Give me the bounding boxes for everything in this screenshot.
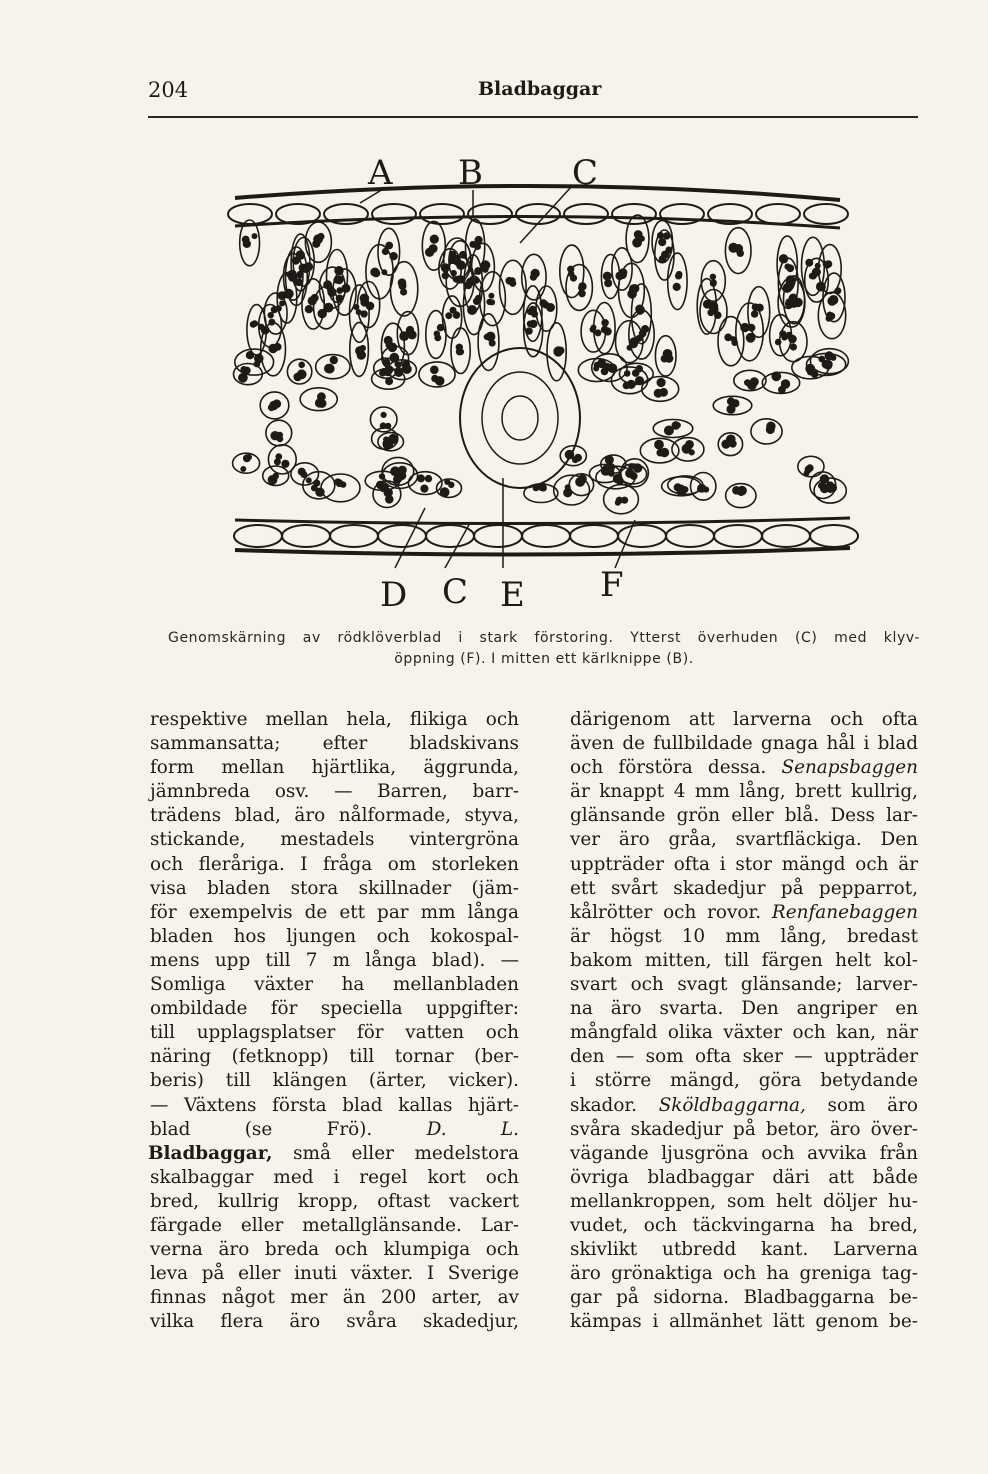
chloroplast bbox=[253, 234, 257, 238]
epidermis-cell bbox=[612, 204, 656, 224]
epidermis-cell bbox=[810, 525, 858, 547]
species-name: Senapsbaggen bbox=[781, 757, 918, 779]
chloroplast bbox=[625, 371, 630, 376]
chloroplast bbox=[390, 435, 397, 442]
chloroplast bbox=[361, 295, 369, 303]
chloroplast bbox=[400, 468, 406, 474]
text-line: den — som ofta sker — uppträder bbox=[570, 1046, 918, 1068]
chloroplast bbox=[432, 376, 437, 381]
chloroplast bbox=[704, 488, 708, 492]
entry-headword: Bladbaggar, bbox=[148, 1142, 273, 1164]
chloroplast bbox=[566, 485, 570, 489]
text-line: jämnbreda osv. — Barren, barr- bbox=[150, 781, 519, 803]
text-line: mens upp till 7 m långa blad). — bbox=[150, 949, 519, 971]
epidermis-cell bbox=[570, 525, 618, 547]
chloroplast bbox=[476, 237, 482, 243]
species-name: Sköldbaggarna, bbox=[658, 1094, 806, 1116]
entry-first-line bbox=[148, 1142, 519, 1166]
chloroplast bbox=[316, 489, 323, 496]
chloroplast bbox=[609, 468, 614, 473]
text-line: svart och svagt glänsande; larver- bbox=[570, 974, 918, 996]
chloroplast bbox=[241, 467, 245, 471]
epidermis-cell bbox=[420, 204, 464, 224]
chloroplast bbox=[380, 474, 384, 478]
chloroplast bbox=[631, 338, 638, 345]
label-f: F bbox=[600, 565, 624, 605]
mesophyll-cell bbox=[668, 253, 687, 309]
text-line: na äro svarta. Den angriper en bbox=[570, 998, 918, 1020]
text-line: näring (fetknopp) till tornar (ber- bbox=[150, 1046, 519, 1068]
chloroplast bbox=[727, 406, 734, 413]
chloroplast bbox=[658, 379, 665, 386]
epidermis-cell bbox=[714, 525, 762, 547]
chloroplast bbox=[318, 393, 325, 400]
chloroplast bbox=[300, 265, 306, 271]
label-b: B bbox=[458, 153, 483, 193]
chloroplast bbox=[301, 472, 306, 477]
chloroplast bbox=[262, 327, 269, 334]
leaf-cross-section-illustration bbox=[220, 148, 860, 618]
chloroplast bbox=[662, 356, 668, 362]
chloroplast bbox=[383, 484, 388, 489]
chloroplast bbox=[812, 371, 818, 377]
chloroplast bbox=[735, 245, 742, 252]
text-line: är knappt 4 mm lång, brett kullrig, bbox=[570, 781, 918, 803]
chloroplast bbox=[709, 304, 713, 308]
chloroplast bbox=[371, 269, 378, 276]
chloroplast bbox=[269, 476, 277, 484]
text-line: bladen hos ljungen och kokospal- bbox=[150, 925, 519, 947]
epidermis-cell bbox=[378, 525, 426, 547]
chloroplast bbox=[571, 276, 576, 281]
text-line: gar på sidorna. Bladbaggarna be- bbox=[570, 1287, 918, 1309]
chloroplast bbox=[361, 311, 366, 316]
epidermis-cell bbox=[666, 525, 714, 547]
chloroplast bbox=[407, 327, 413, 333]
chloroplast bbox=[631, 473, 637, 479]
epidermis-cell bbox=[804, 204, 848, 224]
chloroplast bbox=[431, 367, 438, 374]
chloroplast bbox=[328, 287, 334, 293]
chloroplast bbox=[785, 264, 789, 268]
chloroplast bbox=[270, 320, 274, 324]
text-line: mångfald olika växter och kan, när bbox=[570, 1022, 918, 1044]
chloroplast bbox=[827, 486, 833, 492]
chloroplast bbox=[337, 288, 342, 293]
chloroplast bbox=[510, 281, 515, 286]
chloroplast bbox=[596, 330, 601, 335]
figure-caption bbox=[168, 628, 920, 670]
chloroplast bbox=[454, 260, 458, 264]
text-line: form mellan hjärtlika, äggrunda, bbox=[150, 757, 519, 779]
text-line bbox=[150, 1118, 519, 1142]
label-a: A bbox=[368, 153, 393, 193]
chloroplast bbox=[540, 300, 546, 306]
chloroplast bbox=[299, 363, 304, 368]
leaf-cross-section-figure bbox=[220, 148, 860, 618]
chloroplast bbox=[489, 294, 493, 298]
text-line bbox=[570, 756, 918, 780]
chloroplast bbox=[243, 237, 249, 243]
epidermis-cell bbox=[474, 525, 522, 547]
chloroplast bbox=[730, 441, 736, 447]
label-d: D bbox=[380, 575, 408, 615]
text-line: stickande, mestadels vintergröna bbox=[150, 829, 519, 851]
mesophyll-cell bbox=[478, 314, 499, 371]
chloroplast bbox=[665, 427, 673, 435]
chloroplast bbox=[358, 351, 365, 358]
chloroplast bbox=[280, 301, 284, 305]
epidermis-cell bbox=[228, 204, 272, 224]
chloroplast bbox=[657, 450, 663, 456]
epidermis-cell bbox=[330, 525, 378, 547]
author-signature: D. L. bbox=[426, 1118, 519, 1140]
chloroplast bbox=[642, 326, 648, 332]
text-line: sammansatta; efter bladskivans bbox=[150, 733, 519, 755]
chloroplast bbox=[395, 369, 402, 376]
chloroplast bbox=[306, 306, 312, 312]
chloroplast bbox=[745, 380, 750, 385]
chloroplast bbox=[431, 236, 438, 243]
text-line: ett svårt skadedjur på pepparrot, bbox=[570, 877, 918, 899]
chloroplast bbox=[662, 252, 668, 258]
label-c-bottom: C bbox=[442, 572, 469, 612]
chloroplast bbox=[445, 480, 449, 484]
text-line: är högst 10 mm lång, bredast bbox=[570, 925, 918, 947]
epidermis-cell bbox=[234, 525, 282, 547]
text-line: trädens blad, äro nålformade, styva, bbox=[150, 805, 519, 827]
chloroplast bbox=[454, 312, 460, 318]
chloroplast bbox=[595, 363, 600, 368]
chloroplast bbox=[452, 271, 456, 275]
chloroplast bbox=[426, 476, 431, 481]
text-line: och fleråriga. I fråga om storleken bbox=[150, 853, 519, 875]
epidermis-cell bbox=[564, 204, 608, 224]
chloroplast bbox=[636, 377, 643, 384]
chloroplast bbox=[446, 313, 451, 318]
chloroplast bbox=[747, 334, 755, 342]
text-line: bred, kullrig kropp, oftast vackert bbox=[150, 1190, 519, 1212]
chloroplast bbox=[421, 486, 427, 492]
chloroplast bbox=[380, 370, 385, 375]
epidermis-cell bbox=[468, 204, 512, 224]
species-name: Renfanebaggen bbox=[771, 901, 918, 923]
right-column bbox=[570, 708, 918, 1334]
chloroplast bbox=[386, 243, 392, 249]
chloroplast bbox=[426, 249, 433, 256]
text-line: färgade eller metallglänsande. Lar- bbox=[150, 1214, 519, 1236]
chloroplast bbox=[435, 332, 439, 336]
epidermis-cell bbox=[282, 525, 330, 547]
text-line: skivlikt utbredd kant. Larverna bbox=[570, 1239, 918, 1261]
chloroplast bbox=[782, 380, 789, 387]
chloroplast bbox=[441, 488, 449, 496]
chloroplast bbox=[731, 337, 735, 341]
chloroplast bbox=[787, 276, 795, 284]
chloroplast bbox=[604, 273, 611, 280]
text-line bbox=[570, 1094, 918, 1118]
chloroplast bbox=[678, 488, 685, 495]
chloroplast bbox=[386, 496, 393, 503]
label-e: E bbox=[500, 575, 525, 615]
epidermis-cell bbox=[522, 525, 570, 547]
text-line: övriga bladbaggar däri att både bbox=[570, 1166, 918, 1188]
chloroplast bbox=[811, 273, 816, 278]
caption-line: öppning (F). I mitten ett kärlknippe (B). bbox=[394, 651, 694, 667]
epidermis-cell bbox=[756, 204, 800, 224]
left-column bbox=[150, 708, 519, 1334]
chloroplast bbox=[806, 467, 812, 473]
chloroplast bbox=[318, 234, 323, 239]
text-line: ver äro gråa, svartfläckiga. Den bbox=[570, 829, 918, 851]
text-line: respektive mellan hela, flikiga och bbox=[150, 709, 519, 730]
chloroplast bbox=[711, 275, 715, 279]
chloroplast bbox=[275, 459, 280, 464]
chloroplast bbox=[382, 270, 386, 274]
chloroplast bbox=[313, 241, 319, 247]
chloroplast bbox=[530, 321, 536, 327]
chloroplast bbox=[558, 348, 564, 354]
mesophyll-cell bbox=[268, 445, 296, 474]
chloroplast bbox=[664, 233, 669, 238]
chloroplast bbox=[655, 441, 663, 449]
text-line: äro grönaktiga och ha greniga tag- bbox=[570, 1263, 918, 1285]
caption-line: Genomskärning av rödklöverblad i stark förstoring. Ytterst överhuden (C) med klyv- bbox=[168, 630, 920, 646]
chloroplast bbox=[401, 289, 406, 294]
chloroplast bbox=[282, 461, 288, 467]
epidermis-cell bbox=[372, 204, 416, 224]
page-number: 204 bbox=[148, 78, 189, 102]
text-line: verna äro breda och klumpiga och bbox=[150, 1239, 519, 1261]
chloroplast bbox=[634, 464, 641, 471]
chloroplast bbox=[331, 357, 337, 363]
chloroplast bbox=[633, 239, 641, 247]
chloroplast bbox=[620, 272, 626, 278]
epidermis-cell bbox=[762, 525, 810, 547]
chloroplast bbox=[767, 426, 774, 433]
text-line: svåra skadedjur på betor, äro över- bbox=[570, 1118, 918, 1140]
chloroplast bbox=[772, 372, 780, 380]
chloroplast bbox=[312, 486, 317, 491]
page-header bbox=[148, 78, 918, 106]
text-line: finnas något mer än 200 arter, av bbox=[150, 1287, 519, 1309]
chloroplast bbox=[399, 279, 406, 286]
chloroplast bbox=[575, 455, 581, 461]
chloroplast bbox=[252, 321, 257, 326]
chloroplast bbox=[490, 341, 495, 346]
chloroplast bbox=[606, 456, 613, 463]
chloroplast bbox=[485, 335, 489, 339]
chloroplast bbox=[270, 402, 277, 409]
chloroplast bbox=[490, 300, 494, 304]
chloroplast bbox=[711, 281, 716, 286]
chloroplast bbox=[660, 389, 667, 396]
chloroplast bbox=[659, 239, 665, 245]
chloroplast bbox=[630, 285, 637, 292]
text-line bbox=[570, 901, 918, 925]
text-line: — Växtens första blad kallas hjärt- bbox=[150, 1094, 519, 1116]
chloroplast bbox=[622, 498, 627, 503]
text-line: bakom mitten, till färgen helt kol- bbox=[570, 949, 918, 971]
chloroplast bbox=[819, 483, 824, 488]
text-line-body: och förstöra dessa. bbox=[570, 757, 767, 779]
text-line: vilka flera äro svåra skadedjur, bbox=[150, 1311, 519, 1333]
chloroplast bbox=[239, 374, 247, 382]
text-line: för exempelvis de ett par mm långa bbox=[150, 901, 519, 923]
chloroplast bbox=[400, 332, 408, 340]
chloroplast bbox=[325, 365, 332, 372]
chloroplast bbox=[244, 455, 250, 461]
chloroplast bbox=[752, 311, 757, 316]
text-line: kämpas i allmänhet lätt genom be- bbox=[570, 1311, 918, 1333]
text-line-body: kålrötter och rovor. bbox=[570, 901, 762, 923]
text-line: till upplagsplatser för vatten och bbox=[150, 1022, 519, 1044]
chloroplast bbox=[276, 454, 281, 459]
text-line: leva på eller inuti växter. I Sverige bbox=[150, 1263, 519, 1285]
chloroplast bbox=[528, 309, 533, 314]
chloroplast bbox=[708, 310, 713, 315]
text-line: Somliga växter ha mellanbladen bbox=[150, 974, 519, 996]
chloroplast bbox=[335, 479, 340, 484]
chloroplast bbox=[605, 280, 611, 286]
chloroplast bbox=[780, 331, 785, 336]
chloroplast bbox=[674, 284, 680, 290]
entry-first-line-rest: små eller medelstora bbox=[293, 1142, 519, 1164]
text-line: även de fullbildade gnaga hål i blad bbox=[570, 733, 918, 755]
chloroplast bbox=[791, 344, 796, 349]
text-line: mellankroppen, som helt döljer hu- bbox=[570, 1190, 918, 1212]
chloroplast bbox=[294, 374, 301, 381]
chloroplast bbox=[733, 487, 740, 494]
chloroplast bbox=[384, 360, 389, 365]
chloroplast bbox=[626, 471, 630, 475]
text-line: glänsande grön eller blå. Dess lar- bbox=[570, 805, 918, 827]
text-line: skalbaggar med i regel kort och bbox=[150, 1166, 519, 1188]
chloroplast bbox=[403, 365, 411, 373]
chloroplast bbox=[467, 279, 474, 286]
text-line-body: blad (se Frö). bbox=[150, 1118, 373, 1140]
chloroplast bbox=[269, 313, 273, 317]
chloroplast bbox=[457, 349, 462, 354]
chloroplast bbox=[526, 328, 531, 333]
chloroplast bbox=[673, 422, 680, 429]
chloroplast bbox=[741, 324, 748, 331]
chloroplast bbox=[827, 316, 831, 320]
chloroplast bbox=[319, 310, 326, 317]
chloroplast bbox=[418, 475, 424, 481]
chloroplast bbox=[776, 340, 781, 345]
text-line-tail: som äro bbox=[827, 1094, 918, 1116]
chloroplast bbox=[361, 346, 365, 350]
chloroplast bbox=[676, 273, 681, 278]
text-line: därigenom att larverna och ofta bbox=[570, 709, 918, 730]
chloroplast bbox=[686, 441, 693, 448]
chloroplast bbox=[271, 432, 278, 439]
chloroplast bbox=[438, 325, 443, 330]
chloroplast bbox=[293, 258, 299, 264]
mesophyll-cell bbox=[718, 317, 744, 366]
running-title: Bladbaggar bbox=[478, 78, 602, 100]
text-line: ombildade för speciella uppgifter: bbox=[150, 998, 519, 1020]
chloroplast bbox=[725, 335, 731, 341]
chloroplast bbox=[831, 356, 835, 360]
chloroplast bbox=[307, 478, 311, 482]
header-rule bbox=[148, 116, 918, 118]
text-line: i större mängd, göra betydande bbox=[570, 1070, 918, 1092]
chloroplast bbox=[628, 381, 635, 388]
chloroplast bbox=[816, 264, 820, 268]
chloroplast bbox=[828, 297, 835, 304]
chloroplast bbox=[633, 370, 639, 376]
chloroplast bbox=[592, 326, 596, 330]
chloroplast bbox=[285, 290, 293, 298]
chloroplast bbox=[386, 378, 392, 384]
chloroplast bbox=[474, 299, 479, 304]
text-line-body: skador. bbox=[570, 1094, 638, 1116]
text-line: vudet, och täckvingarna ha bred, bbox=[570, 1214, 918, 1236]
chloroplast bbox=[241, 367, 246, 372]
chloroplast bbox=[334, 277, 340, 283]
mesophyll-cell bbox=[736, 303, 763, 361]
chloroplast bbox=[298, 253, 304, 259]
chloroplast bbox=[384, 437, 388, 441]
text-line: beris) till klängen (ärter, vicker). bbox=[150, 1070, 519, 1092]
chloroplast bbox=[532, 270, 539, 277]
chloroplast bbox=[483, 267, 488, 272]
text-line: uppträder ofta i stor mängd och är bbox=[570, 853, 918, 875]
chloroplast bbox=[475, 244, 480, 249]
chloroplast bbox=[382, 413, 386, 417]
chloroplast bbox=[454, 277, 459, 282]
chloroplast bbox=[722, 441, 729, 448]
text-line: visa bladen stora skillnader (jäm- bbox=[150, 877, 519, 899]
label-c-top: C bbox=[572, 153, 599, 193]
text-line: vägande ljusgröna och avvika från bbox=[570, 1142, 918, 1164]
